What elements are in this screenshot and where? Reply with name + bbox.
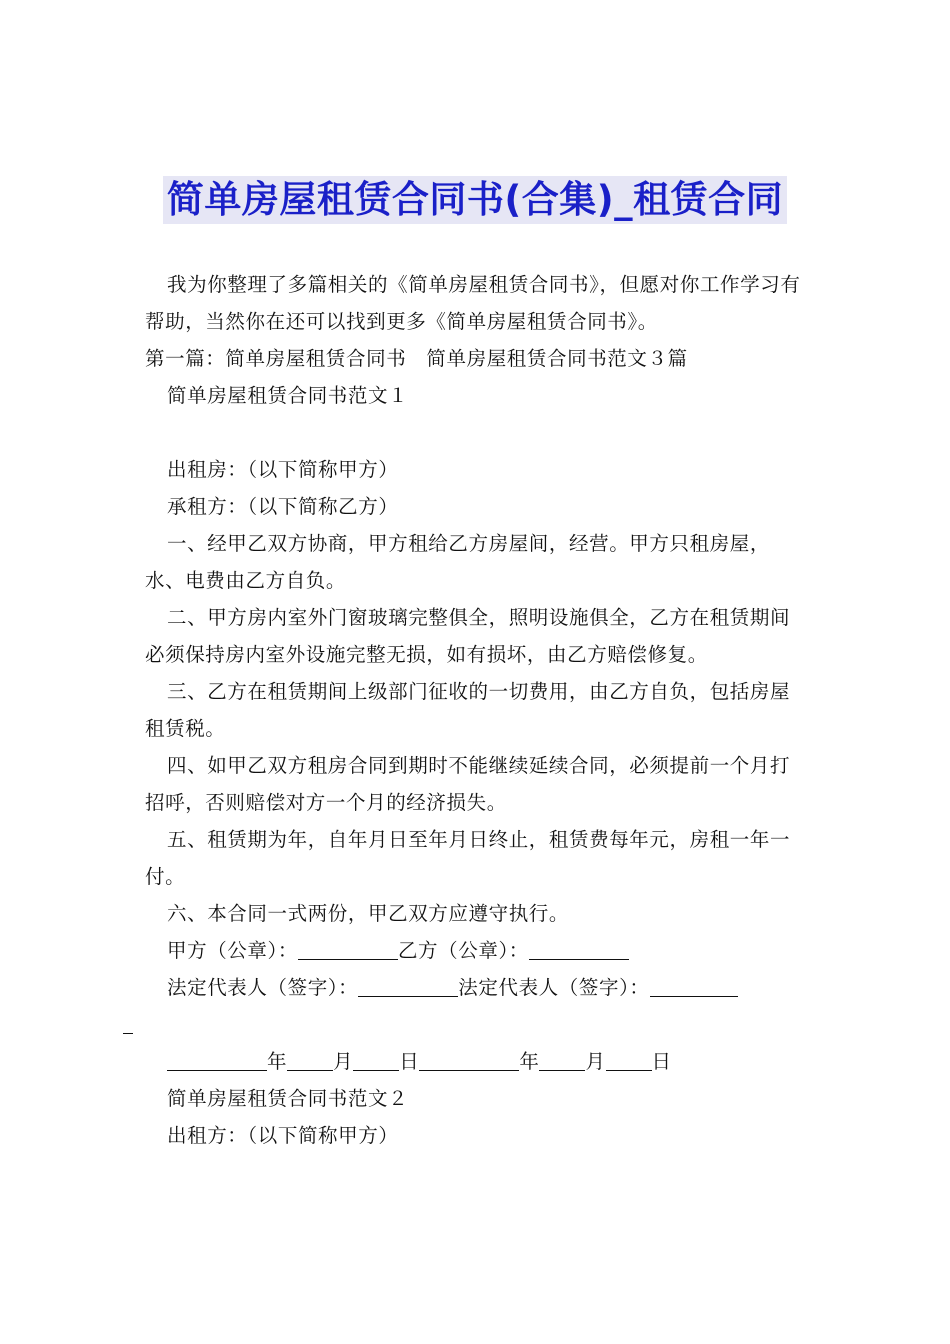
rep-a-label: 法定代表人（签字）： — [167, 976, 359, 999]
lessor2-line: 出租方：（以下简称甲方） — [167, 1124, 399, 1147]
date-a-year-blank — [167, 1048, 267, 1071]
date-line — [145, 1043, 809, 1080]
title-container — [0, 176, 950, 224]
date-a-month: 月 — [333, 1050, 354, 1073]
clause-5: 五、租赁期为年，自年月日至年月日终止，租赁费每年元，房租一年一付。 — [145, 828, 791, 888]
date-b-day-blank — [606, 1048, 652, 1071]
rep-b-blank — [650, 974, 738, 997]
date-b-month: 月 — [585, 1050, 606, 1073]
clause-3: 三、乙方在租赁期间上级部门征收的一切费用，由乙方自负，包括房屋租赁税。 — [145, 680, 791, 740]
lessor-line: 出租房：（以下简称甲方） — [167, 458, 399, 481]
clause-4: 四、如甲乙双方租房合同到期时不能继续延续合同，必须提前一个月打招呼，否则赔偿对方一个月的经济损失。 — [145, 754, 791, 814]
signature-seal-line — [145, 932, 809, 969]
date-a-year: 年 — [267, 1050, 288, 1073]
lessee-line: 承租方：（以下简称乙方） — [167, 495, 399, 518]
party-a-seal-blank — [298, 937, 398, 960]
party-a-seal-label: 甲方（公章）： — [167, 939, 298, 962]
document-body — [145, 266, 809, 1154]
clause-2: 二、甲方房内室外门窗玻璃完整俱全，照明设施俱全，乙方在租赁期间必须保持房内室外设施完整无损，如有损坏，由乙方赔偿修复。 — [145, 606, 791, 666]
signature-rep-line — [145, 969, 809, 1043]
rep-b-label: 法定代表人（签字）： — [458, 976, 650, 999]
rep-a-blank — [358, 974, 458, 997]
date-a-day-blank — [353, 1048, 399, 1071]
date-b-day: 日 — [651, 1050, 672, 1073]
date-a-day: 日 — [399, 1050, 420, 1073]
date-b-month-blank — [539, 1048, 585, 1071]
clause-1: 一、经甲乙双方协商，甲方租给乙方房屋间，经营。甲方只租房屋，水、电费由乙方自负。 — [145, 532, 771, 592]
date-a-month-blank — [287, 1048, 333, 1071]
date-b-year-blank — [419, 1048, 519, 1071]
party-b-seal-blank — [529, 937, 629, 960]
sample2-heading: 简单房屋租赁合同书范文２ — [167, 1087, 409, 1110]
section-heading: 第一篇：简单房屋租赁合同书 简单房屋租赁合同书范文３篇 — [145, 347, 688, 370]
sample1-heading: 简单房屋租赁合同书范文１ — [167, 384, 409, 407]
rep-b-blank-wrap — [123, 1011, 133, 1034]
date-b-year: 年 — [519, 1050, 540, 1073]
party-b-seal-label: 乙方（公章）： — [397, 939, 529, 962]
intro-paragraph: 我为你整理了多篇相关的《简单房屋租赁合同书》，但愿对你工作学习有帮助，当然你在还可以找到更多《简单房屋租赁合同书》。 — [145, 273, 801, 333]
document-title: 简单房屋租赁合同书(合集)_租赁合同 — [163, 176, 787, 224]
blank-line — [145, 414, 809, 451]
clause-6: 六、本合同一式两份，甲乙双方应遵守执行。 — [167, 902, 570, 925]
